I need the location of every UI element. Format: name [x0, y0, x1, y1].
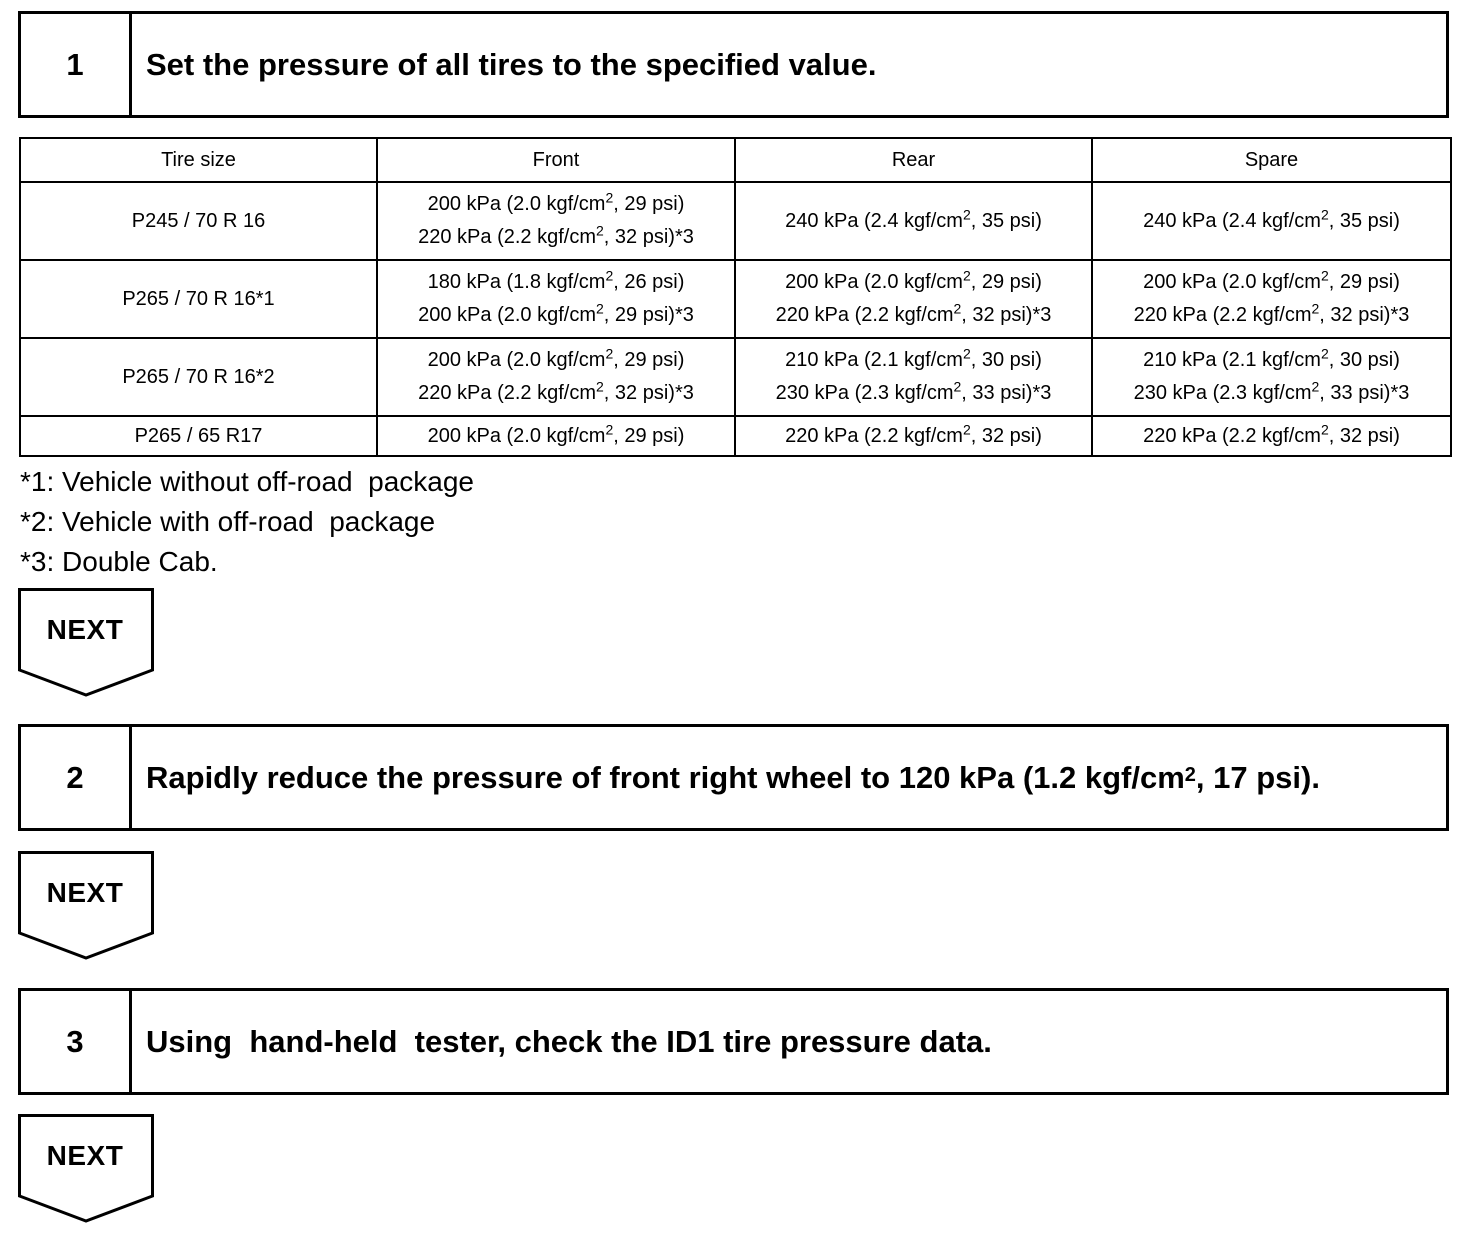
- pressure-unit-exponent: 2: [1320, 345, 1329, 362]
- header-spare: Spare: [1092, 138, 1451, 182]
- footnote-2: *2: Vehicle with off-road package: [20, 506, 436, 537]
- pressure-text-end: , 32 psi): [970, 424, 1042, 447]
- pressure-unit-exponent: 2: [962, 205, 971, 222]
- next-button-3[interactable]: [18, 1114, 156, 1224]
- pressure-line: [378, 266, 734, 299]
- pressure-line: [1093, 377, 1450, 410]
- pressure-unit-exponent: 2: [1311, 378, 1320, 395]
- pressure-line: [736, 266, 1091, 299]
- pressure-unit-exponent: 2: [962, 267, 971, 284]
- cell-rear: [735, 260, 1092, 338]
- pressure-unit-exponent: 2: [962, 345, 971, 362]
- pressure-text-end: , 32 psi)*3: [603, 226, 694, 248]
- header-front: Front: [377, 138, 735, 182]
- step-3-number: 3: [21, 991, 132, 1092]
- cell-tire-size: P265 / 70 R 16*2: [20, 338, 377, 416]
- cell-rear: [735, 182, 1092, 260]
- cell-spare: [1092, 338, 1451, 416]
- pressure-text-end: , 32 psi)*3: [603, 382, 694, 404]
- step-3-text: Using hand-held tester, check the ID1 tire pressure data.: [146, 1023, 992, 1059]
- pressure-text-end: , 30 psi): [970, 349, 1042, 371]
- pressure-unit-exponent: 2: [1320, 420, 1329, 437]
- cell-front: [377, 182, 735, 260]
- step-2-number: 2: [21, 727, 132, 828]
- table-row: [20, 260, 1451, 338]
- pressure-text: 180 kPa (1.8 kgf/cm: [427, 271, 606, 293]
- pressure-unit-exponent: 2: [605, 189, 614, 206]
- pressure-line: [736, 377, 1091, 410]
- pressure-unit-exponent: 2: [605, 420, 614, 437]
- footnote-3: *3: Double Cab.: [20, 546, 218, 577]
- pressure-line: [1093, 266, 1450, 299]
- pressure-unit-exponent: 2: [1311, 300, 1320, 317]
- cell-spare: [1092, 182, 1451, 260]
- pressure-text: 240 kPa (2.4 kgf/cm: [1143, 209, 1321, 232]
- pressure-text: 230 kPa (2.3 kgf/cm: [775, 382, 954, 404]
- pressure-line: [1093, 344, 1450, 377]
- pressure-unit-exponent: 2: [1320, 205, 1329, 222]
- footnotes: [20, 462, 474, 582]
- pressure-unit-exponent: 2: [596, 300, 604, 317]
- cell-spare: [1092, 260, 1451, 338]
- pressure-unit-exponent: 2: [1320, 267, 1329, 284]
- header-tire-size: Tire size: [20, 138, 377, 182]
- cell-spare: [1092, 416, 1451, 456]
- pressure-line: [378, 221, 734, 254]
- pressure-text: 220 kPa (2.2 kgf/cm: [1143, 424, 1321, 447]
- pressure-text-end: , 33 psi)*3: [1319, 382, 1410, 404]
- pressure-unit-exponent: 2: [596, 378, 604, 395]
- step-1-text: Set the pressure of all tires to the specified value.: [146, 46, 877, 82]
- tire-pressure-table: [19, 137, 1452, 457]
- pressure-text: 230 kPa (2.3 kgf/cm: [1133, 382, 1312, 404]
- cell-tire-size: P265 / 65 R17: [20, 416, 377, 456]
- pressure-text-end: , 35 psi): [1328, 209, 1400, 232]
- pressure-text-end: , 35 psi): [970, 209, 1042, 232]
- pressure-unit-exponent: 2: [605, 267, 614, 284]
- pressure-unit-exponent: 2: [962, 420, 971, 437]
- pressure-text: 220 kPa (2.2 kgf/cm: [418, 226, 596, 248]
- step-2-text: [132, 727, 1446, 828]
- table-row: [20, 338, 1451, 416]
- header-rear: Rear: [735, 138, 1092, 182]
- pressure-text: 200 kPa (2.0 kgf/cm: [427, 349, 606, 371]
- pressure-text: 210 kPa (2.1 kgf/cm: [1143, 349, 1321, 371]
- step-3-box: [18, 988, 1449, 1095]
- pressure-unit-exponent: 2: [953, 378, 962, 395]
- pressure-text: 200 kPa (2.0 kgf/cm: [418, 304, 596, 326]
- pressure-text-end: , 32 psi)*3: [961, 304, 1052, 326]
- pressure-text-end: , 26 psi): [613, 271, 685, 293]
- cell-tire-size: P265 / 70 R 16*1: [20, 260, 377, 338]
- pressure-text: 200 kPa (2.0 kgf/cm: [1143, 271, 1321, 293]
- step-2-text-end: , 17 psi).: [1195, 759, 1320, 795]
- cell-front: [377, 416, 735, 456]
- pressure-line: [1093, 205, 1450, 238]
- pressure-text-end: , 29 psi): [1328, 271, 1400, 293]
- pressure-line: [378, 344, 734, 377]
- pressure-line: [1093, 299, 1450, 332]
- cell-rear: [735, 338, 1092, 416]
- pressure-text: 200 kPa (2.0 kgf/cm: [427, 193, 606, 215]
- pressure-text: 210 kPa (2.1 kgf/cm: [785, 349, 963, 371]
- cell-tire-size: P245 / 70 R 16: [20, 182, 377, 260]
- cell-rear: [735, 416, 1092, 456]
- step-1-box: [18, 11, 1449, 118]
- step-2-text-sup: 2: [1184, 764, 1196, 786]
- pressure-unit-exponent: 2: [605, 345, 614, 362]
- pressure-text-end: , 29 psi)*3: [603, 304, 694, 326]
- footnote-1: *1: Vehicle without off-road package: [20, 466, 475, 497]
- pressure-line: [736, 344, 1091, 377]
- table-row: [20, 416, 1451, 456]
- cell-front: [377, 338, 735, 416]
- table-header-row: [20, 138, 1451, 182]
- pressure-text-end: , 32 psi): [1328, 424, 1400, 447]
- pressure-unit-exponent: 2: [953, 300, 962, 317]
- step-1-number: 1: [21, 14, 132, 115]
- pressure-text: 220 kPa (2.2 kgf/cm: [775, 304, 954, 326]
- pressure-line: [378, 377, 734, 410]
- next-button-1[interactable]: [18, 588, 156, 698]
- pressure-line: [736, 299, 1091, 332]
- pressure-text: 240 kPa (2.4 kgf/cm: [785, 209, 963, 232]
- pressure-text-end: , 29 psi): [613, 424, 685, 447]
- next-label-1: NEXT: [46, 614, 124, 645]
- pressure-line: [378, 420, 734, 453]
- pressure-text-end: , 29 psi): [613, 349, 685, 371]
- pressure-line: [736, 420, 1091, 453]
- step-2-text-main: Rapidly reduce the pressure of front right wheel to 120 kPa (1.2 kgf/cm: [146, 759, 1185, 795]
- pressure-text-end: , 30 psi): [1328, 349, 1400, 371]
- pressure-unit-exponent: 2: [596, 222, 604, 239]
- next-button-2[interactable]: [18, 851, 156, 961]
- step-2-box: [18, 724, 1449, 831]
- table-row: [20, 182, 1451, 260]
- pressure-line: [378, 299, 734, 332]
- pressure-text: 220 kPa (2.2 kgf/cm: [785, 424, 963, 447]
- pressure-text-end: , 29 psi): [613, 193, 685, 215]
- next-label-3: NEXT: [46, 1140, 124, 1171]
- cell-front: [377, 260, 735, 338]
- pressure-line: [378, 188, 734, 221]
- pressure-text: 220 kPa (2.2 kgf/cm: [418, 382, 596, 404]
- pressure-text: 220 kPa (2.2 kgf/cm: [1133, 304, 1312, 326]
- next-label-2: NEXT: [46, 877, 124, 908]
- pressure-text-end: , 32 psi)*3: [1319, 304, 1410, 326]
- pressure-text-end: , 33 psi)*3: [961, 382, 1052, 404]
- pressure-text: 200 kPa (2.0 kgf/cm: [427, 424, 606, 447]
- pressure-line: [1093, 420, 1450, 453]
- pressure-text-end: , 29 psi): [970, 271, 1042, 293]
- pressure-line: [736, 205, 1091, 238]
- pressure-text: 200 kPa (2.0 kgf/cm: [785, 271, 963, 293]
